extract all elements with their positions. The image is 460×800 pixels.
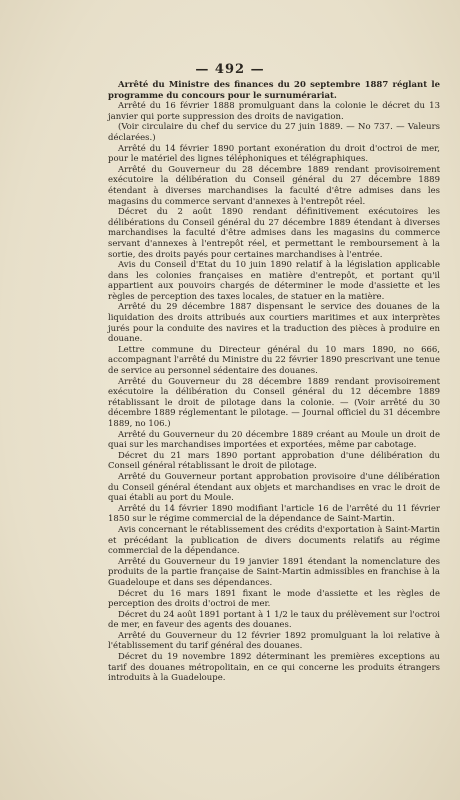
paragraph: Avis concernant le rétablissement des crédits d'exportation à Saint-Martin et précédant la publication de divers documents relatifs au régime commercial de la dépendance. — [108, 524, 440, 557]
paragraph: Décret du 24 août 1891 portant à 1 1/2 le taux du prélèvement sur l'octroi de mer, en faveur des agents des douanes. — [108, 609, 440, 631]
paragraph: Arrêté du Gouverneur du 19 janvier 1891 étendant la nomenclature des produits de la partie française de Saint-Martin admissibles en franchise à la Guadeloupe et dans ses dépendances. — [108, 556, 440, 588]
paragraph: Arrêté du 14 février 1890 modifiant l'article 16 de l'arrêté du 11 février 1850 sur le régime commercial de la dépendance de Saint-Martin. — [108, 503, 440, 525]
paragraph: Arrêté du Gouverneur du 12 février 1892 promulguant la loi relative à l'établissement du tarif général des douanes. — [108, 630, 440, 652]
paragraph: Décret du 2 août 1890 rendant définitivement exécutoires les délibérations du Conseil général du 27 décembre 1889 étendant à diverses marchandises la faculté d'être admises dans les magasins du commerce servant d'annexes à l'entrepôt réel, et permettant le remboursement à la sortie, des droits payés pour certaines marchandises à l'entrée. — [108, 207, 440, 260]
paragraph: Arrêté du Gouverneur du 20 décembre 1889 créant au Moule un droit de quai sur les marchandises importées et exportées, même par cabotage. — [108, 429, 440, 451]
paragraph: Décret du 19 novembre 1892 déterminant les premières exceptions au tarif des douanes métropolitain, en ce qui concerne les produits étrangers introduits à la Guadeloupe. — [108, 652, 440, 684]
paragraph: Arrêté du 16 février 1888 promulguant dans la colonie le décret du 13 janvier qui porte suppression des droits de navigation. — [108, 101, 440, 122]
page-number: — 492 — — [195, 62, 265, 77]
paragraph: Décret du 21 mars 1890 portant approbation d'une délibération du Conseil général rétablissant le droit de pilotage. — [108, 450, 440, 472]
text-body — [108, 80, 440, 684]
paragraph: Arrêté du Gouverneur portant approbation provisoire d'une délibération du Conseil général étendant aux objets et marchandises en vrac le droit de quai établi au port du Moule. — [108, 471, 440, 504]
paragraph: Arrêté du Gouverneur du 28 décembre 1889 rendant provisoirement exécutoire la délibération du Conseil général du 27 décembre 1889 étendant à diverses marchandises la faculté d'être admises dans les magasins du commerce servant d'annexes à l'entrepôt réel. — [108, 164, 440, 207]
paragraph: Avis du Conseil d'Etat du 10 juin 1890 relatif à la législation applicable dans les colonies françaises en matière d'entrepôt, et portant qu'il appartient aux pouvoirs chargés de déterminer le mode d'assiette et les règles de perception des taxes locales, de statuer en la matière. — [108, 260, 440, 302]
paragraph: Arrêté du 29 décembre 1887 dispensant le service des douanes de la liquidation des droits attribués aux courtiers maritimes et aux interprètes jurés pour la conduite des navires et la traduction des pièces à produire en douane. — [108, 302, 440, 345]
paragraph: Arrêté du 14 février 1890 portant exonération du droit d'octroi de mer, pour le matériel des lignes téléphoniques et télégraphiques. — [108, 143, 440, 165]
paragraph: Arrêté du Ministre des finances du 20 septembre 1887 réglant le programme du concours pour le surnumérariat. — [108, 80, 440, 101]
paragraph: Arrêté du Gouverneur du 28 décembre 1889 rendant provisoirement exécutoire la délibération du Conseil général du 12 décembre 1889 rétablissant le droit de pilotage dans la colonie. — (Voir arrêté du 30 décembre 1889 réglementant le pilotage. — Journal officiel du 31 décembre 1889, no 106.) — [108, 376, 440, 429]
paragraph: Lettre commune du Directeur général du 10 mars 1890, no 666, accompagnant l'arrêté du Ministre du 22 février 1890 prescrivant une tenue de service au personnel sédentaire des douanes. — [108, 344, 440, 377]
paragraph: (Voir circulaire du chef du service du 27 juin 1889. — No 737. — Valeurs déclarées.) — [108, 122, 440, 143]
paragraph: Décret du 16 mars 1891 fixant le mode d'assiette et les règles de perception des droits d'octroi de mer. — [108, 588, 440, 610]
